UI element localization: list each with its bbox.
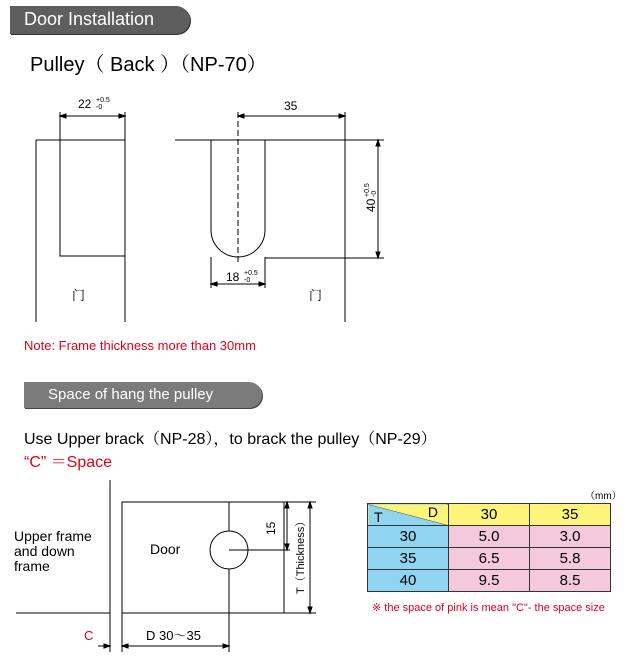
door-label: Door	[150, 541, 181, 557]
dim-thickness: T（Thickness）	[295, 515, 307, 594]
pulley-heading: Pulley（ Back ）（NP-70）	[30, 54, 267, 76]
svg-text:+0.5: +0.5	[96, 97, 110, 104]
table-cell: 5.0	[449, 526, 530, 548]
svg-text:-0: -0	[244, 277, 251, 284]
upper-brack-line: Use Upper brack（NP-28），to brack the pulley（NP-29）	[24, 431, 437, 448]
dim-15: 15	[264, 521, 278, 535]
svg-text:-0: -0	[371, 190, 378, 197]
table-cell: 6.5	[449, 548, 530, 570]
section-title: Space of hang the pulley	[48, 386, 214, 403]
table-cell: 8.5	[530, 570, 611, 592]
frame-note: Note: Frame thickness more than 30mm	[24, 338, 256, 353]
frame-label: Upper frame and down frame	[14, 528, 92, 574]
c-label: C	[84, 628, 94, 643]
table-cell: 3.0	[530, 526, 611, 548]
left-door-char: 门	[72, 289, 86, 304]
section-title: Door Installation	[24, 9, 155, 29]
right-dim-35: 35	[284, 99, 298, 113]
c-space-line: “C” ＝Space	[24, 454, 113, 471]
table-footnote: ※ the space of pink is mean "C"- the space size	[372, 602, 605, 614]
table-cell: 5.8	[530, 548, 611, 570]
right-drawing	[175, 112, 384, 322]
row-header: 35	[368, 548, 449, 570]
row-header: 30	[368, 526, 449, 548]
corner-t: T	[374, 509, 383, 525]
table-cell: 9.5	[449, 570, 530, 592]
table-row	[368, 526, 611, 548]
table-row	[368, 548, 611, 570]
corner-d: D	[427, 504, 438, 520]
unit-label: （mm）	[585, 491, 622, 502]
table-row	[368, 504, 611, 526]
col-header: 35	[530, 504, 611, 526]
col-header: 30	[449, 504, 530, 526]
space-table	[367, 503, 611, 592]
row-header: 40	[368, 570, 449, 592]
right-dim-40: 40	[364, 198, 378, 212]
svg-text:-0: -0	[96, 104, 103, 111]
d-label: D 30〜35	[146, 628, 201, 643]
right-dim-18: 18	[226, 270, 240, 284]
svg-text:+0.5: +0.5	[364, 183, 371, 197]
table-corner	[368, 504, 449, 526]
svg-text:+0.5: +0.5	[244, 270, 258, 277]
right-door-char: 门	[309, 289, 323, 304]
section-space-hang	[24, 382, 262, 408]
left-dim-22: 22	[78, 97, 92, 111]
table-row	[368, 570, 611, 592]
